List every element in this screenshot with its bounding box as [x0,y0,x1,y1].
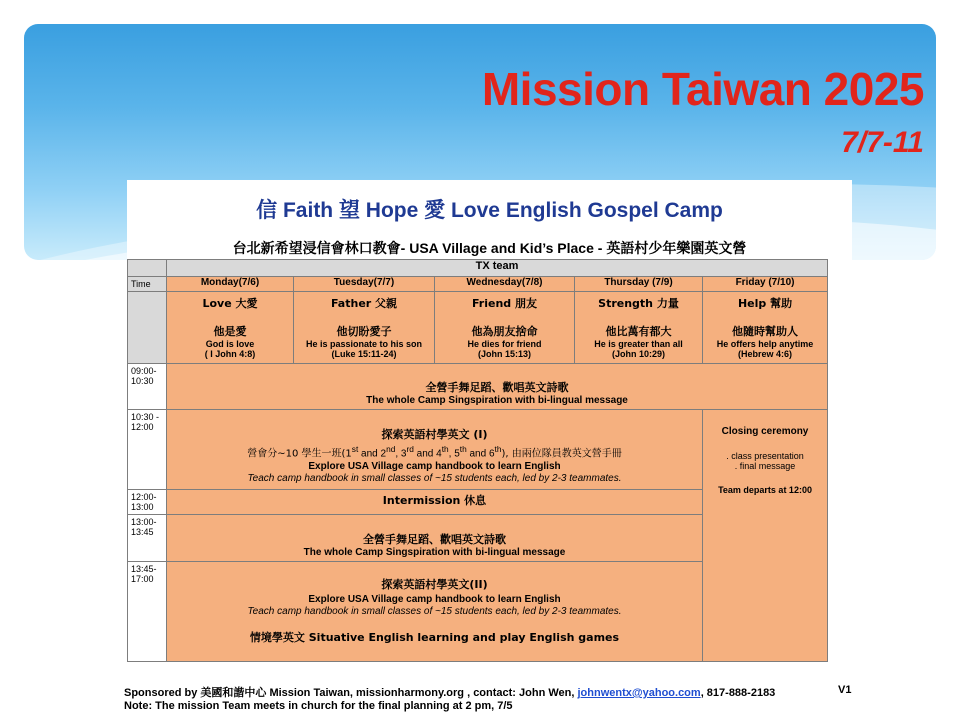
contact-email-link[interactable]: johnwentx@yahoo.com [577,687,701,699]
sponsor-phone: , 817-888-2183 [700,687,776,699]
slide-subtitle: 7/7-11 [841,126,924,159]
theme-cell: Love 大愛 他是愛 God is love ( I John 4:8) [167,292,294,364]
singspiration-block: 全營手舞足蹈、歡唱英文詩歌 The whole Camp Singspiration with bi-lingual message [167,515,703,562]
sponsor-text: Sponsored by 美國和諧中心 Mission Taiwan, missionharmony.org , contact: John Wen, [124,687,578,699]
schedule-table [127,259,828,662]
theme-cell: Help 幫助 他隨時幫助人 He offers help anytime (Hebrew 4:6) [703,292,828,364]
version-label: V1 [838,684,852,696]
theme-cell: Friend 朋友 他為朋友捨命 He dies for friend (John 15:13) [435,292,575,364]
day-header: Thursday (7/9) [575,277,703,292]
explore-session-block: 探索英語村學英文 (I) 營會分~10 學生一班(1st and 2nd, 3rd and 4th, 5th and 6th), 由兩位隊員教英文營手冊 Explore USA Village camp handbook to learn English Teach camp handbook in small classes of ~15 students each, led by 2-3 teammates. [167,410,703,490]
time-header: Time [128,277,167,292]
day-header: Friday (7/10) [703,277,828,292]
sponsor-line [124,684,775,700]
explore-session-block: 探索英語村學英文(II) Explore USA Village camp handbook to learn English Teach camp handbook in small classes of ~15 students each, led by 2-3 teammates. 情境學英文 Situative English learning and play English games [167,562,703,662]
camp-schedule-sheet [127,180,852,660]
planning-note: Note: The mission Team meets in church for the final planning at 2 pm, 7/5 [124,700,513,712]
day-header: Tuesday(7/7) [294,277,435,292]
intermission-block: Intermission 休息 [167,490,703,515]
closing-ceremony-block: Closing ceremony . class presentation . final message Team departs at 12:00 [703,410,828,662]
time-slot: 13:00- 13:45 [128,515,167,562]
day-header: Monday(7/6) [167,277,294,292]
day-header: Wednesday(7/8) [435,277,575,292]
singspiration-block: 全營手舞足蹈、歡唱英文詩歌 The whole Camp Singspiration with bi-lingual message [167,364,828,410]
slide-title: Mission Taiwan 2025 [481,63,924,115]
time-slot: 12:00- 13:00 [128,490,167,515]
time-slot: 13:45- 17:00 [128,562,167,662]
camp-title: 信 Faith 望 Hope 愛 Love English Gospel Camp [256,199,723,222]
time-slot: 09:00- 10:30 [128,364,167,410]
team-header: TX team [167,260,828,277]
theme-cell: Father 父親 他切盼愛子 He is passionate to his son (Luke 15:11-24) [294,292,435,364]
time-slot: 10:30 - 12:00 [128,410,167,490]
camp-subtitle: 台北新希望浸信會林口教會- USA Village and Kid’s Place - 英語村少年樂園英文營 [232,240,747,256]
theme-cell: Strength 力量 他比萬有都大 He is greater than all (John 10:29) [575,292,703,364]
